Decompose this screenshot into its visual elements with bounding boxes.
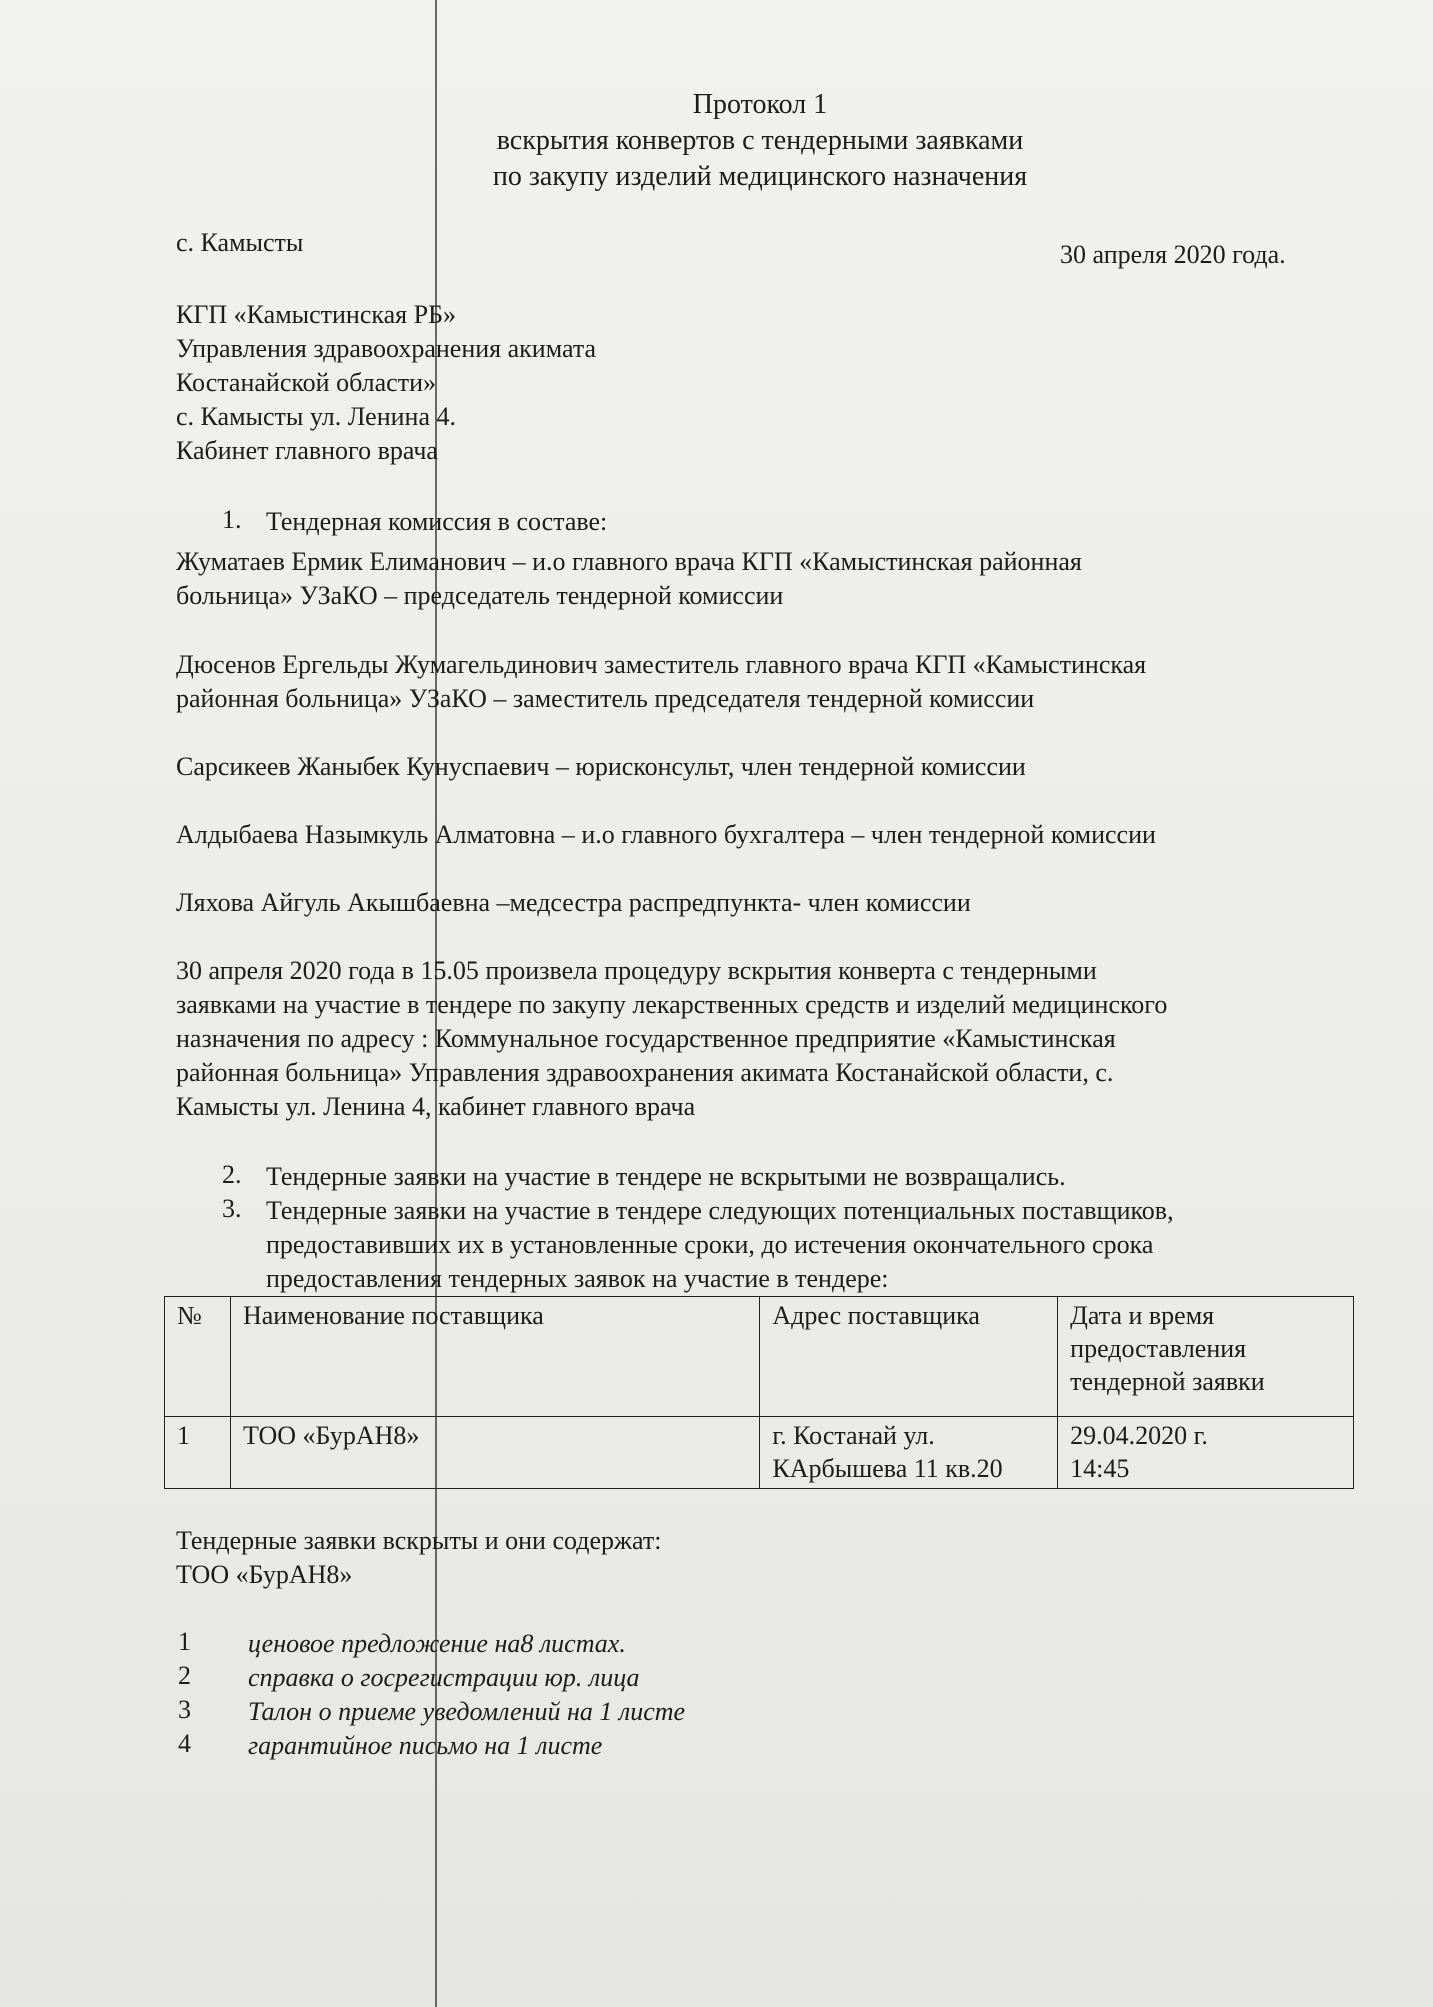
row-1-datetime-line-1: 29.04.2020 г. (1070, 1421, 1208, 1450)
org-line-3: Костанайской области» (176, 368, 436, 397)
opened-item-3-number: 3 (178, 1695, 191, 1724)
member-5: Ляхова Айгуль Акышбаевна –медсестра распредпункта- член комиссии (176, 888, 971, 917)
procedure-line-4: районная больница» Управления здравоохранения акимата Костанайской области, с. (176, 1058, 1114, 1087)
opened-line-1: Тендерные заявки вскрыты и они содержат: (176, 1526, 662, 1555)
member-3: Сарсикеев Жаныбек Кунуспаевич – юрисконсульт, член тендерной комиссии (176, 752, 1026, 781)
opened-item-4-text: гарантийное письмо на 1 листе (248, 1731, 603, 1760)
row-1-datetime-line-2: 14:45 (1070, 1454, 1130, 1483)
opened-item-1-text: ценовое предложение на8 листах. (248, 1629, 626, 1658)
member-1-line-2: больница» УЗаКО – председатель тендерной комиссии (176, 581, 784, 610)
header-num-text: № (177, 1301, 202, 1330)
point-3-number: 3. (222, 1194, 242, 1223)
header-address (760, 1297, 1058, 1417)
table-header-row (165, 1297, 1354, 1417)
date: 30 апреля 2020 года. (1060, 240, 1286, 269)
document-title: Протокол 1 (692, 89, 828, 120)
point-3-line-1: Тендерные заявки на участие в тендере следующих потенциальных поставщиков, (266, 1196, 1174, 1225)
suppliers-table (164, 1296, 1354, 1489)
member-4: Алдыбаева Назымкуль Алматовна – и.о главного бухгалтера – член тендерной комиссии (176, 820, 1156, 849)
document-subtitle-line-1: вскрытия конвертов с тендерными заявками (496, 125, 1024, 156)
table-row (165, 1417, 1354, 1489)
row-1-num (165, 1417, 231, 1489)
opened-item-4-number: 4 (178, 1729, 191, 1758)
row-1-datetime (1058, 1417, 1354, 1489)
document-subtitle-line-2: по закупу изделий медицинского назначения (492, 161, 1028, 192)
procedure-line-1: 30 апреля 2020 года в 15.05 произвела процедуру вскрытия конверта с тендерными (176, 956, 1097, 985)
point-3-line-3: предоставления тендерных заявок на участие в тендере: (266, 1264, 889, 1293)
header-name-text: Наименование поставщика (242, 1301, 544, 1330)
row-1-name (230, 1417, 759, 1489)
row-1-address (760, 1417, 1058, 1489)
opened-item-2-text: справка о госрегистрации юр. лица (248, 1663, 640, 1692)
header-datetime-line-3: тендерной заявки (1070, 1367, 1265, 1396)
member-2-line-2: районная больница» УЗаКО – заместитель председателя тендерной комиссии (176, 684, 1035, 713)
procedure-line-2: заявками на участие в тендере по закупу лекарственных средств и изделий медицинского (176, 990, 1168, 1019)
member-2-line-1: Дюсенов Ергельды Жумагельдинович заместитель главного врача КГП «Камыстинская (176, 650, 1147, 679)
place: с. Камысты (176, 228, 304, 257)
point-2-text: Тендерные заявки на участие в тендере не вскрытыми не возвращались. (266, 1162, 1066, 1191)
header-datetime-line-2: предоставления (1070, 1334, 1247, 1363)
header-name (230, 1297, 759, 1417)
procedure-line-5: Камысты ул. Ленина 4, кабинет главного врача (176, 1092, 696, 1121)
opened-item-1-number: 1 (178, 1627, 191, 1656)
org-line-2: Управления здравоохранения акимата (176, 334, 597, 363)
point-3-line-2: предоставивших их в установленные сроки, до истечения окончательного срока (266, 1230, 1154, 1259)
row-1-address-line-2: КАрбышева 11 кв.20 (772, 1454, 1003, 1483)
member-1-line-1: Жуматаев Ермик Елиманович – и.о главного врача КГП «Камыстинская районная (176, 547, 1082, 576)
procedure-line-3: назначения по адресу : Коммунальное государственное предприятие «Камыстинская (176, 1024, 1116, 1053)
opened-line-2: ТОО «БурАН8» (176, 1560, 353, 1589)
header-num (165, 1297, 231, 1417)
org-line-5: Кабинет главного врача (176, 436, 438, 465)
opened-item-2-number: 2 (178, 1661, 191, 1690)
commission-number: 1. (222, 505, 242, 534)
point-2-number: 2. (222, 1160, 242, 1189)
org-line-4: с. Камысты ул. Ленина 4. (176, 402, 456, 431)
header-address-text: Адрес поставщика (772, 1301, 980, 1330)
row-1-name-text: ТОО «БурАН8» (242, 1421, 420, 1450)
header-datetime-line-1: Дата и время (1070, 1301, 1215, 1330)
commission-heading: Тендерная комиссия в составе: (266, 507, 608, 536)
header-datetime (1058, 1297, 1354, 1417)
opened-item-3-text: Талон о приеме уведомлений на 1 листе (248, 1697, 686, 1726)
row-1-address-line-1: г. Костанай ул. (772, 1421, 935, 1450)
org-line-1: КГП «Камыстинская РБ» (176, 300, 457, 329)
row-1-num-text: 1 (177, 1421, 190, 1450)
